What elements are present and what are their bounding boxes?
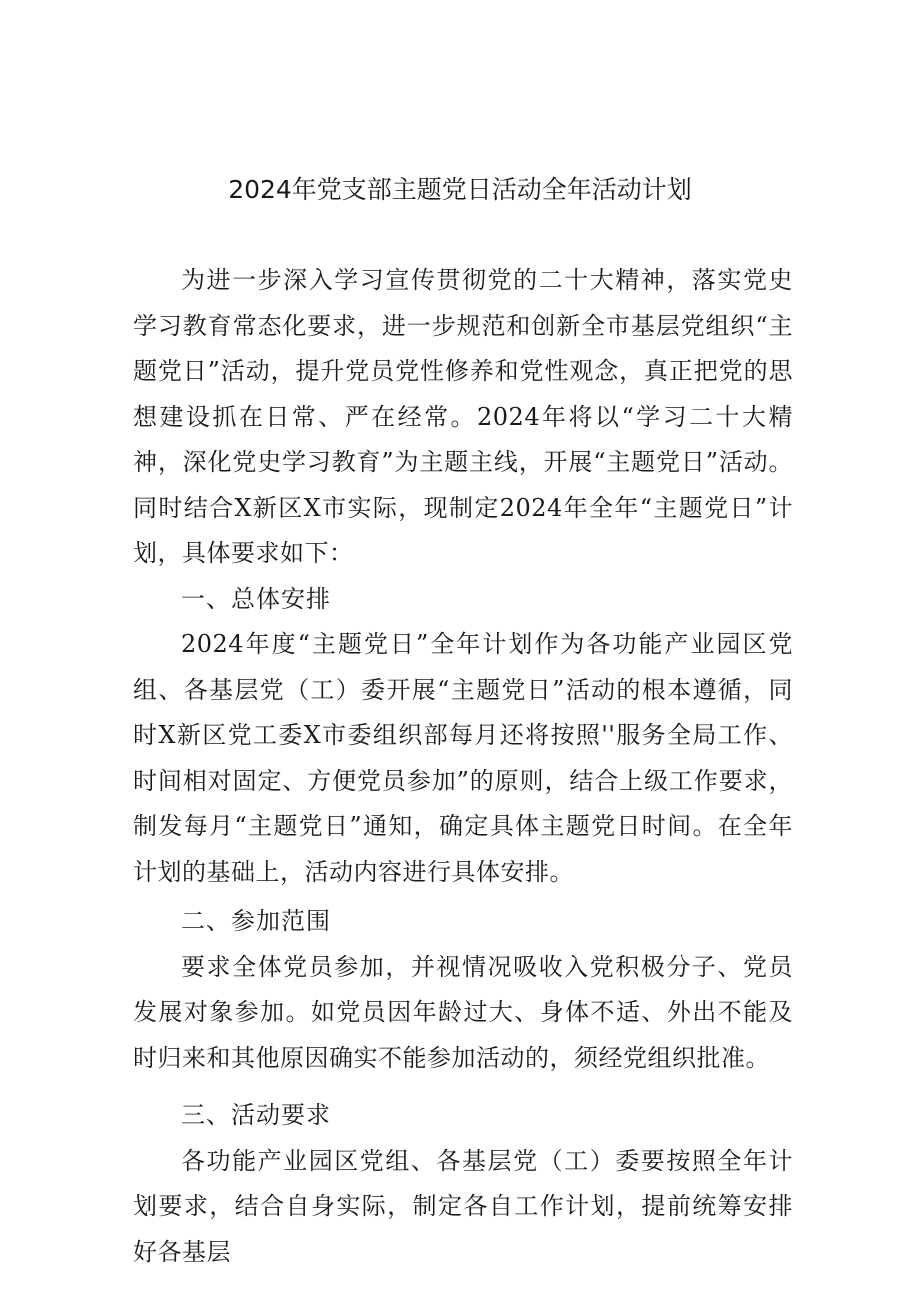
section-heading-overall-arrangement: 一、总体安排 [181, 584, 331, 613]
section-paragraph-participation-scope: 要求全体党员参加，并视情况吸收入党积极分子、党员发展对象参加。如党员因年龄过大、身体不适、外出不能及时归来和其他原因确实不能参加活动的，须经党组织批准。 [133, 952, 793, 1072]
section-heading-participation-scope: 二、参加范围 [181, 907, 331, 935]
section-paragraph-activity-requirements: 各功能产业园区党组、各基层党（工）委要按照全年计划要求，结合自身实际，制定各自工作计划，提前统筹安排好各基层 [133, 1146, 793, 1266]
section-heading-activity-requirements: 三、活动要求 [181, 1101, 331, 1129]
document-title: 2024年党支部主题党日活动全年活动计划 [228, 175, 692, 204]
section-paragraph-overall-arrangement: 2024年度“主题党日”全年计划作为各功能产业园区党组、各基层党（工）委开展“主题党日”活动的根本遵循，同时X新区党工委X市委组织部每月还将按照''服务全局工作、时间相对固定、方便党员参加”的原则，结合上级工作要求，制发每月“主题党日”通知，确定具体主题党日时间。在全年计划的基础上，活动内容进行具体安排。 [133, 630, 793, 886]
intro-paragraph: 为进一步深入学习宣传贯彻党的二十大精神，落实党史学习教育常态化要求，进一步规范和创新全市基层党组织“主题党日”活动，提升党员党性修养和党性观念，真正把党的思想建设抓在日常、严在经常。2024年将以“学习二十大精神，深化党史学习教育”为主题主线，开展“主题党日”活动。同时结合X新区X市实际，现制定2024年全年“主题党日”计划，具体要求如下： [133, 266, 793, 567]
document-body [133, 258, 793, 1275]
